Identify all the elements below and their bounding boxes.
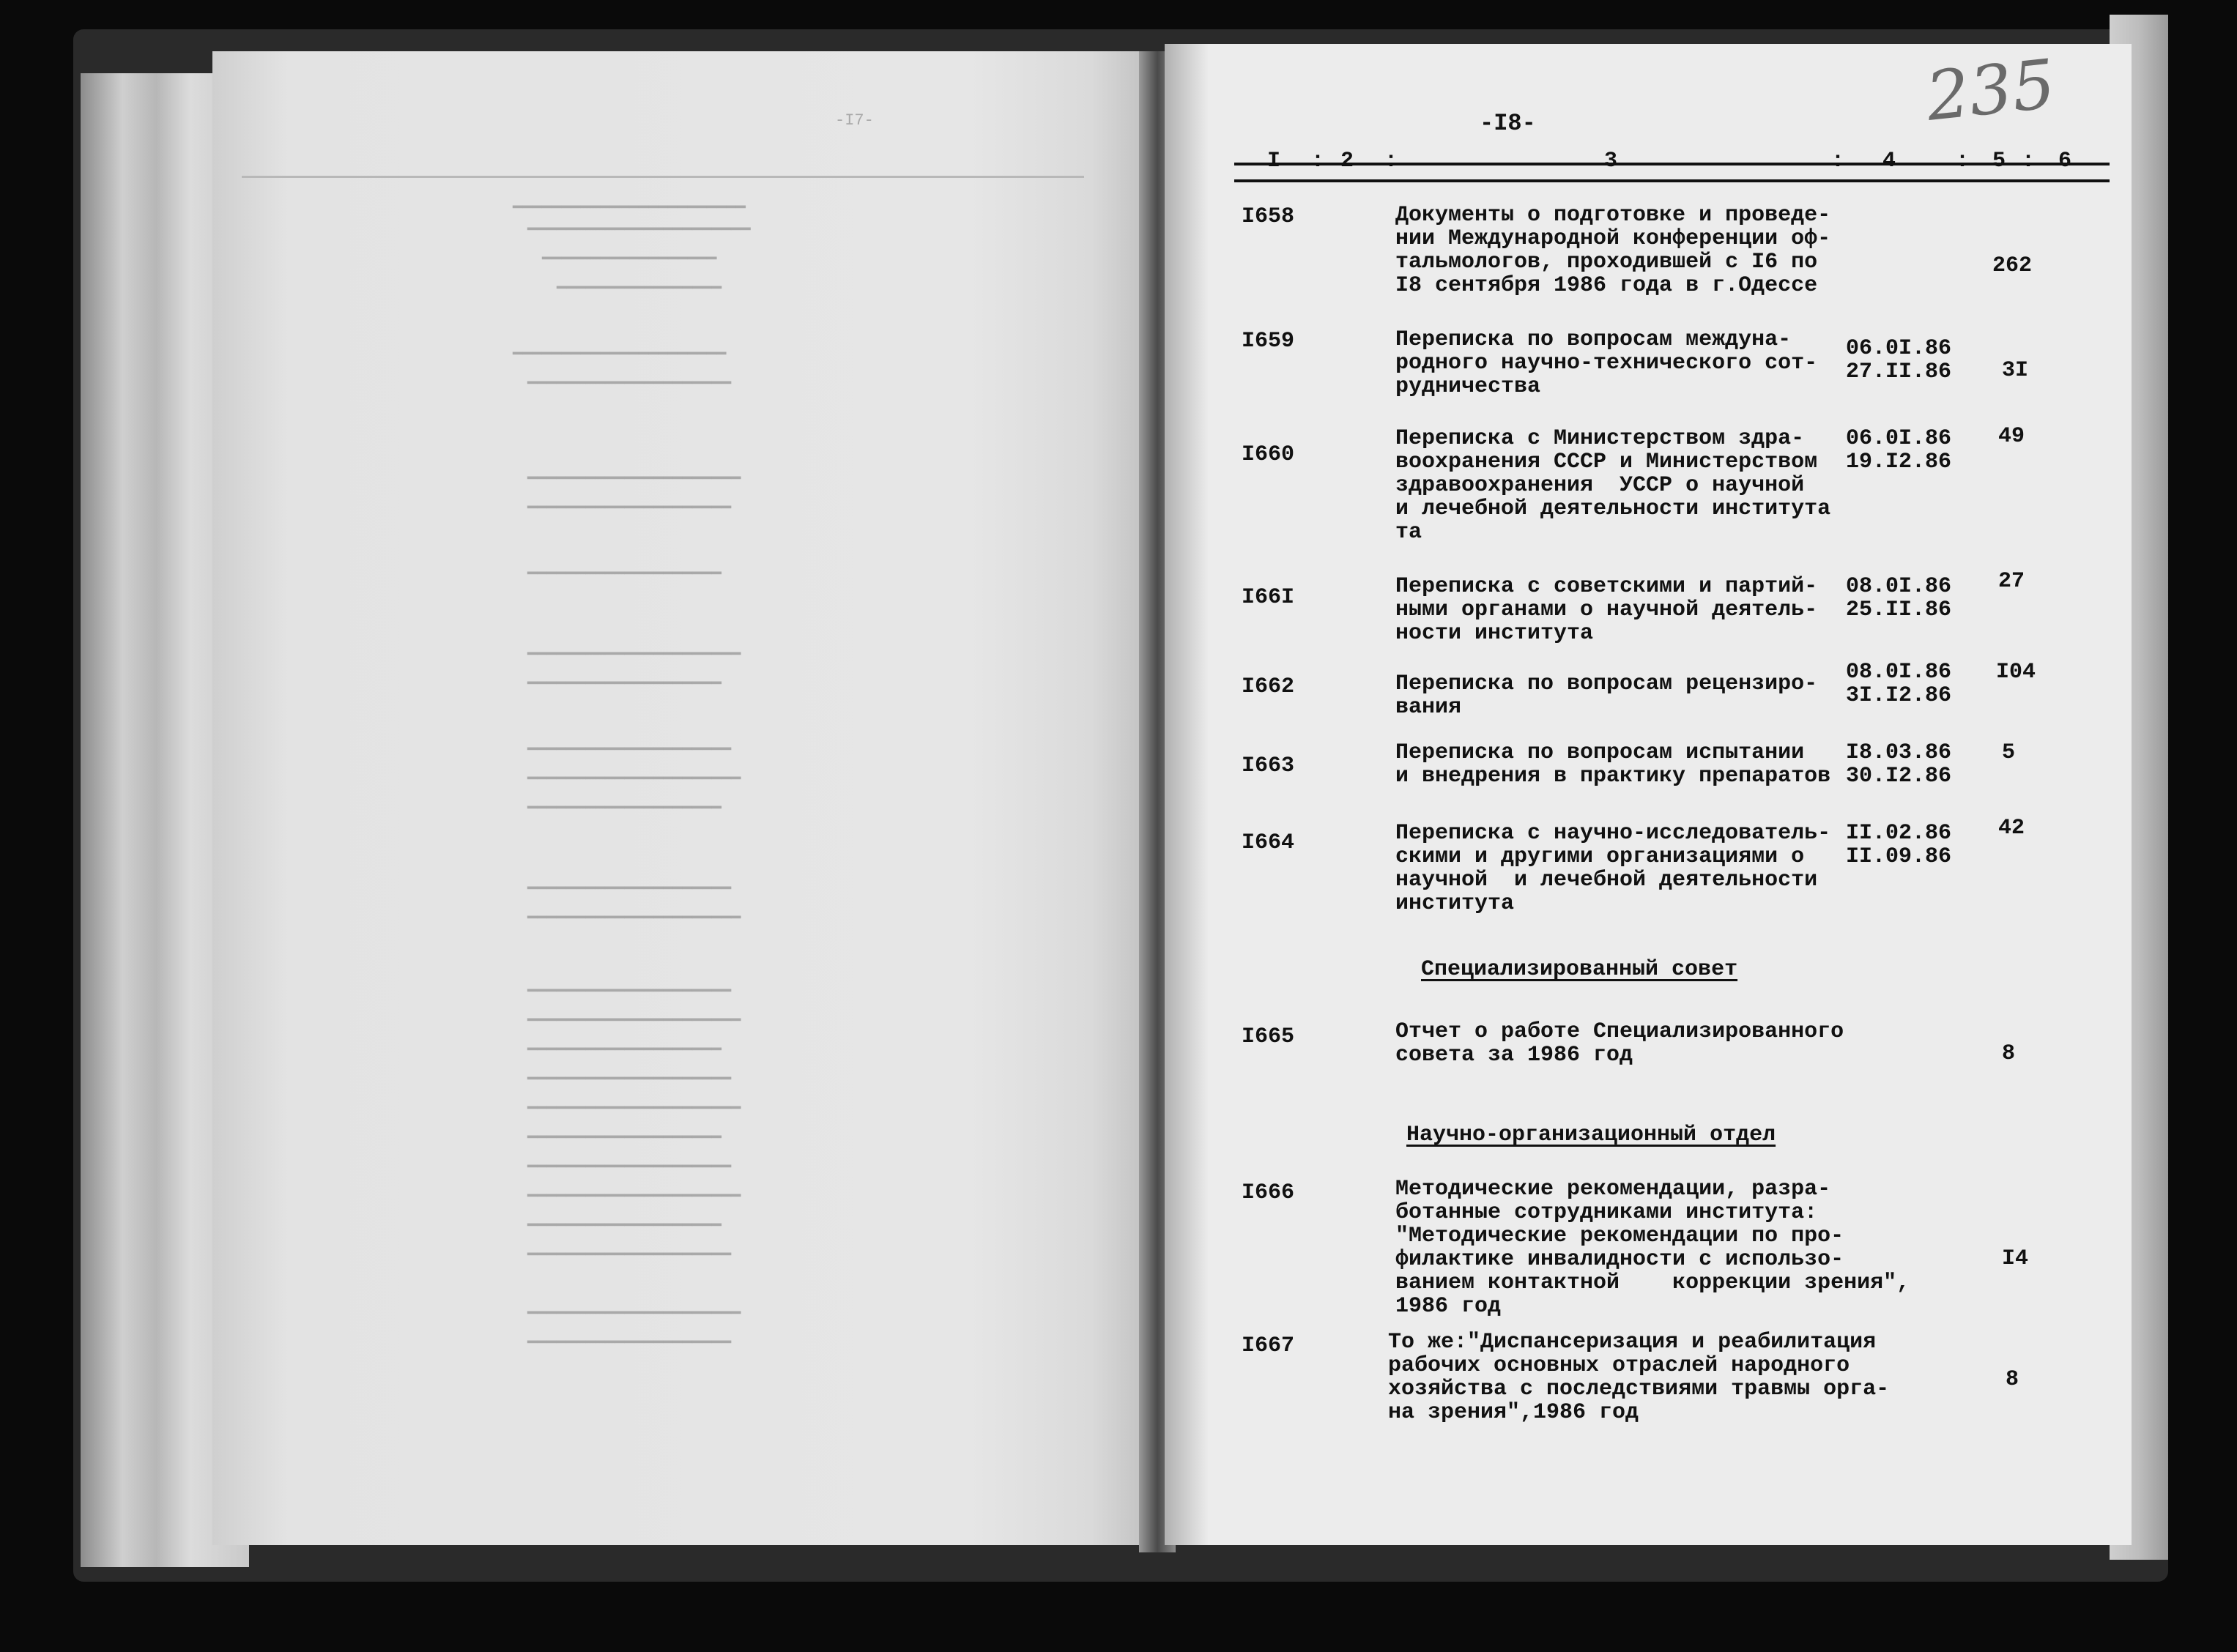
entry-sheet-count: 5 <box>2002 740 2016 765</box>
entry-sheet-count: 42 <box>1998 816 2025 841</box>
entry-description: Отчет о работе Специализированного совета за 1986 год <box>1395 1019 1844 1068</box>
entry-dates: 06.0I.86 27.II.86 <box>1846 336 1952 384</box>
entry-dates: 08.0I.86 3I.I2.86 <box>1846 660 1952 708</box>
entry-number: I659 <box>1242 329 1295 354</box>
entry-sheet-count: 262 <box>1992 253 2033 278</box>
entry-dates: 08.0I.86 25.II.86 <box>1846 574 1952 622</box>
entry-number: I664 <box>1242 830 1295 855</box>
entry-sheet-count: 8 <box>2002 1041 2016 1066</box>
entry-description: Переписка с советскими и партий- ными органами о научной деятель- ности института <box>1395 574 1818 646</box>
section-heading-specialized-council: Специализированный совет <box>1421 957 1738 982</box>
entry-number: I660 <box>1242 442 1295 467</box>
entry-sheet-count: 49 <box>1998 424 2025 449</box>
handwritten-sheet-number: 235 <box>1922 45 2059 136</box>
entry-number: I663 <box>1242 754 1295 778</box>
col-4: 4 <box>1882 149 1896 174</box>
entry-description: Переписка по вопросам испытании и внедрения в практику препаратов <box>1395 740 1831 789</box>
entry-dates: I8.03.86 30.I2.86 <box>1846 740 1952 789</box>
col-5: 5 <box>1992 149 2006 174</box>
col-sep: : <box>1384 149 1398 174</box>
entry-number: I658 <box>1242 204 1295 229</box>
entry-description: Переписка по вопросам рецензиро- вания <box>1395 671 1818 720</box>
entry-description: Переписка с научно-исследователь- скими и другими организациями о научной и лечебной деятельности института <box>1395 821 1831 916</box>
entry-number: I66I <box>1242 585 1295 610</box>
entry-number: I666 <box>1242 1180 1295 1205</box>
col-1: I <box>1267 149 1281 174</box>
entry-number: I667 <box>1242 1333 1295 1358</box>
entry-dates: 06.0I.86 19.I2.86 <box>1846 426 1952 475</box>
section-heading-scientific-org-dept: Научно-организационный отдел <box>1406 1123 1776 1147</box>
left-page-header-rule <box>242 176 1084 178</box>
col-sep: : <box>1831 149 1845 174</box>
header-rule-top <box>1234 163 2110 165</box>
entry-number: I662 <box>1242 674 1295 699</box>
col-3: 3 <box>1604 149 1618 174</box>
col-sep: : <box>1956 149 1970 174</box>
entry-description: Документы о подготовке и проведе- нии Международной конференции оф- тальмологов, проходившей с I6 по I8 сентября 1986 года в г.Одессе <box>1395 203 1831 298</box>
entry-description: То же:"Диспансеризация и реабилитация рабочих основных отраслей народного хозяйства с последствиями травмы орга- на зрения",1986 год <box>1388 1330 1890 1425</box>
entry-description: Переписка с Министерством здра- воохранения СССР и Министерством здравоохранения УССР о научной и лечебной деятельности института та <box>1395 426 1831 545</box>
entry-description: Переписка по вопросам междуна- родного научно-технического сот- рудничества <box>1395 327 1818 399</box>
entry-sheet-count: I04 <box>1996 660 2036 685</box>
col-sep: : <box>2022 149 2036 174</box>
entry-dates: II.02.86 II.09.86 <box>1846 821 1952 869</box>
page-number: -I8- <box>1480 110 1536 137</box>
entry-sheet-count: 27 <box>1998 569 2025 594</box>
entry-sheet-count: 3I <box>2002 358 2029 383</box>
col-6: 6 <box>2058 149 2072 174</box>
entry-description: Методические рекомендации, разра- ботанные сотрудниками института: "Методические рекомендации по про- филактике инвалидности с использо- ванием контактной коррекции зрения", 1986 год <box>1395 1177 1910 1319</box>
entry-sheet-count: I4 <box>2002 1246 2029 1271</box>
col-sep: : <box>1311 149 1325 174</box>
right-page-shadow <box>1165 44 1209 1545</box>
entry-sheet-count: 8 <box>2006 1367 2019 1392</box>
entry-number: I665 <box>1242 1024 1295 1049</box>
header-rule-bottom <box>1234 179 2110 182</box>
col-2: 2 <box>1340 149 1354 174</box>
